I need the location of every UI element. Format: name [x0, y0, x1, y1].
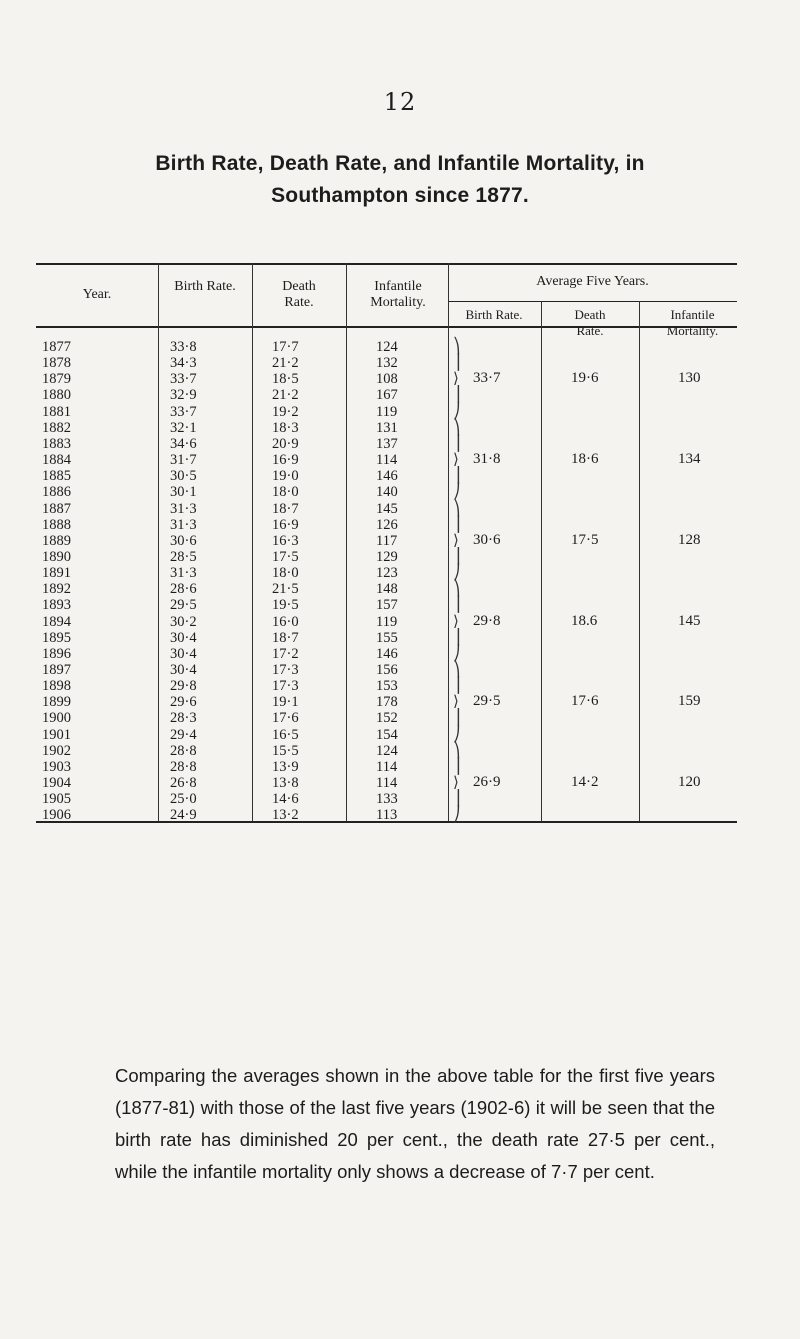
year-cell: 1888: [42, 516, 71, 533]
infantile-mortality-cell: 124: [376, 742, 398, 759]
infantile-mortality-cell: 113: [376, 807, 398, 824]
year-cell: 1904: [42, 775, 71, 792]
birth-rate-cell: 34·3: [170, 355, 197, 372]
avg-death-rate-cell: 18·6: [571, 451, 599, 468]
avg-death-rate-cell: 18.6: [571, 612, 598, 629]
average-group-rule: [448, 301, 737, 302]
infantile-mortality-cell: 140: [376, 484, 398, 501]
group-brace: ⎠: [453, 643, 461, 662]
column-divider: [346, 263, 347, 821]
birth-rate-cell: 25·0: [170, 791, 197, 808]
birth-rate-cell: 30·1: [170, 484, 197, 501]
death-rate-cell: 16·9: [272, 516, 299, 533]
death-rate-cell: 19·5: [272, 597, 299, 614]
group-brace: ⎟: [453, 627, 461, 646]
birth-rate-cell: 26·8: [170, 775, 197, 792]
death-rate-cell: 13·8: [272, 775, 299, 792]
table-top-rule: [36, 263, 737, 265]
header-avg-birth-rate: Birth Rate.: [465, 307, 523, 322]
avg-infantile-mortality-cell: 130: [678, 370, 701, 387]
infantile-mortality-cell: 153: [376, 678, 398, 695]
death-rate-cell: 15·5: [272, 742, 299, 759]
year-cell: 1898: [42, 678, 71, 695]
infantile-mortality-cell: 146: [376, 468, 398, 485]
birth-rate-cell: 28·8: [170, 742, 197, 759]
infantile-mortality-cell: 154: [376, 726, 398, 743]
birth-rate-cell: 29·8: [170, 678, 197, 695]
year-cell: 1905: [42, 791, 71, 808]
group-brace: ⎟: [453, 385, 461, 404]
avg-infantile-mortality-cell: 134: [678, 451, 701, 468]
group-brace: ⎠: [453, 563, 461, 582]
group-brace: ⟩: [453, 773, 459, 792]
page-number: 12: [383, 88, 417, 116]
year-cell: 1877: [42, 339, 71, 355]
death-rate-cell: 17·6: [272, 710, 299, 727]
column-divider: [448, 263, 449, 821]
birth-rate-cell: 29·6: [170, 694, 197, 711]
avg-birth-rate-cell: 26·9: [473, 774, 501, 791]
year-cell: 1902: [42, 742, 71, 759]
avg-infantile-mortality-cell: 159: [678, 693, 701, 710]
death-rate-cell: 16·0: [272, 613, 299, 630]
avg-birth-rate-cell: 33·7: [473, 370, 501, 387]
infantile-mortality-cell: 129: [376, 548, 398, 565]
group-brace: ⎟: [453, 466, 461, 485]
birth-rate-cell: 28·3: [170, 710, 197, 727]
year-cell: 1890: [42, 548, 71, 565]
summary-paragraph: Comparing the averages shown in the above table for the first five years (1877-81) with those of the last five years (1902-6) it will be seen that the birth rate has diminished 20 per cent., the death rate 27·5 per cent., while the infantile mortality only shows a decrease of 7·7 per cent.: [115, 1065, 715, 1182]
header-year: Year.: [82, 287, 112, 302]
birth-rate-cell: 30·4: [170, 629, 197, 646]
infantile-mortality-cell: 119: [376, 613, 398, 630]
infantile-mortality-cell: 156: [376, 662, 398, 678]
infantile-mortality-cell: 114: [376, 775, 398, 792]
group-brace: ⎟: [453, 789, 461, 808]
birth-rate-cell: 29·4: [170, 726, 197, 743]
year-cell: 1897: [42, 662, 71, 678]
year-cell: 1901: [42, 726, 71, 743]
infantile-mortality-cell: 114: [376, 452, 398, 469]
death-rate-cell: 18·7: [272, 629, 299, 646]
column-divider: [541, 301, 542, 821]
group-brace: ⎠: [453, 724, 461, 743]
infantile-mortality-cell: 108: [376, 371, 398, 388]
avg-birth-rate-cell: 30·6: [473, 531, 501, 548]
birth-rate-cell: 28·8: [170, 758, 197, 775]
column-divider: [158, 263, 159, 821]
infantile-mortality-cell: 146: [376, 645, 398, 662]
group-brace: ⎟: [453, 676, 461, 695]
infantile-mortality-cell: 133: [376, 791, 398, 808]
avg-birth-rate-cell: 29·8: [473, 612, 501, 629]
birth-rate-cell: 31·7: [170, 452, 197, 469]
group-brace: ⎞: [453, 660, 461, 678]
birth-rate-cell: 33·7: [170, 371, 197, 388]
year-cell: 1886: [42, 484, 71, 501]
birth-rate-cell: 30·4: [170, 645, 197, 662]
death-rate-cell: 17·2: [272, 645, 299, 662]
year-cell: 1893: [42, 597, 71, 614]
group-brace: ⎟: [453, 756, 461, 775]
death-rate-cell: 18·5: [272, 371, 299, 388]
birth-rate-cell: 24·9: [170, 807, 197, 824]
group-brace: ⎟: [453, 595, 461, 614]
year-cell: 1891: [42, 565, 71, 582]
header-average-five-years: Average Five Years.: [536, 274, 649, 289]
avg-death-rate-cell: 17·5: [571, 531, 599, 548]
infantile-mortality-cell: 148: [376, 581, 398, 598]
death-rate-cell: 16·3: [272, 532, 299, 549]
avg-death-rate-cell: 17·6: [571, 693, 599, 710]
infantile-mortality-cell: 124: [376, 339, 398, 355]
title-line-2: Southampton since 1877.: [271, 184, 529, 207]
death-rate-cell: 17·5: [272, 548, 299, 565]
infantile-mortality-cell: 155: [376, 629, 398, 646]
birth-rate-cell: 28·5: [170, 548, 197, 565]
death-rate-cell: 19·1: [272, 694, 299, 711]
group-brace: ⎞: [453, 498, 461, 517]
death-rate-cell: 18·0: [272, 565, 299, 582]
death-rate-cell: 21·2: [272, 387, 299, 404]
avg-birth-rate-cell: 31·8: [473, 451, 501, 468]
birth-rate-cell: 29·5: [170, 597, 197, 614]
group-brace: ⎠: [453, 482, 461, 501]
death-rate-cell: 14·6: [272, 791, 299, 808]
birth-rate-cell: 30·5: [170, 468, 197, 485]
group-brace: ⎞: [453, 740, 461, 759]
group-brace: ⎠: [453, 401, 461, 420]
group-brace: ⟩: [453, 450, 459, 469]
year-cell: 1906: [42, 807, 71, 824]
avg-infantile-mortality-cell: 145: [678, 612, 701, 629]
group-brace: ⎟: [453, 353, 461, 372]
avg-death-rate-cell: 14·2: [571, 774, 599, 791]
infantile-mortality-cell: 117: [376, 532, 398, 549]
birth-rate-cell: 33·7: [170, 403, 197, 420]
avg-death-rate-cell: 19·6: [571, 370, 599, 387]
death-rate-cell: 18·0: [272, 484, 299, 501]
infantile-mortality-cell: 157: [376, 597, 398, 614]
avg-infantile-mortality-cell: 128: [678, 531, 701, 548]
group-brace: ⎞: [453, 579, 461, 598]
column-divider: [639, 301, 640, 821]
birth-rate-cell: 30·2: [170, 613, 197, 630]
header-bottom-rule: [36, 326, 737, 328]
birth-rate-cell: 32·9: [170, 387, 197, 404]
year-cell: 1883: [42, 435, 71, 452]
death-rate-cell: 17·7: [272, 339, 299, 355]
year-cell: 1882: [42, 419, 71, 436]
year-cell: 1899: [42, 694, 71, 711]
year-cell: 1900: [42, 710, 71, 727]
death-rate-cell: 21·2: [272, 355, 299, 372]
group-brace: ⟩: [453, 530, 459, 549]
birth-rate-cell: 34·6: [170, 435, 197, 452]
year-cell: 1887: [42, 500, 71, 517]
infantile-mortality-cell: 123: [376, 565, 398, 582]
header-avg-death-rate: Death Rate.: [574, 307, 606, 338]
death-rate-cell: 18·7: [272, 500, 299, 517]
death-rate-cell: 18·3: [272, 419, 299, 436]
death-rate-cell: 19·2: [272, 403, 299, 420]
year-cell: 1878: [42, 355, 71, 372]
statistics-table: [36, 263, 737, 823]
avg-birth-rate-cell: 29·5: [473, 693, 501, 710]
group-brace: ⎟: [453, 708, 461, 727]
year-cell: 1879: [42, 371, 71, 388]
death-rate-cell: 13·9: [272, 758, 299, 775]
header-infantile-mortality: Infantile Mortality.: [370, 279, 426, 310]
year-cell: 1896: [42, 645, 71, 662]
group-brace: ⎠: [453, 805, 461, 824]
year-cell: 1894: [42, 613, 71, 630]
year-cell: 1884: [42, 452, 71, 469]
infantile-mortality-cell: 167: [376, 387, 398, 404]
group-brace: ⎟: [453, 514, 461, 533]
birth-rate-cell: 30·6: [170, 532, 197, 549]
infantile-mortality-cell: 178: [376, 694, 398, 711]
death-rate-cell: 17·3: [272, 662, 299, 678]
group-brace: ⟩: [453, 611, 459, 630]
header-avg-infantile-mortality: Infantile Mortality.: [666, 307, 719, 338]
year-cell: 1880: [42, 387, 71, 404]
infantile-mortality-cell: 131: [376, 419, 398, 436]
infantile-mortality-cell: 152: [376, 710, 398, 727]
avg-infantile-mortality-cell: 120: [678, 774, 701, 791]
header-birth-rate: Birth Rate.: [174, 279, 236, 294]
group-brace: ⎞: [453, 337, 461, 355]
group-brace: ⟩: [453, 369, 459, 388]
year-cell: 1885: [42, 468, 71, 485]
group-brace: ⎞: [453, 417, 461, 436]
infantile-mortality-cell: 137: [376, 435, 398, 452]
birth-rate-cell: 32·1: [170, 419, 197, 436]
death-rate-cell: 16·9: [272, 452, 299, 469]
header-death-rate: Death Rate.: [282, 279, 316, 310]
group-brace: ⎟: [453, 546, 461, 565]
year-cell: 1895: [42, 629, 71, 646]
birth-rate-cell: 30·4: [170, 662, 197, 678]
group-brace: ⟩: [453, 692, 459, 711]
death-rate-cell: 20·9: [272, 435, 299, 452]
group-brace: ⎟: [453, 433, 461, 452]
infantile-mortality-cell: 119: [376, 403, 398, 420]
death-rate-cell: 16·5: [272, 726, 299, 743]
birth-rate-cell: 31·3: [170, 500, 197, 517]
birth-rate-cell: 31·3: [170, 565, 197, 582]
infantile-mortality-cell: 132: [376, 355, 398, 372]
year-cell: 1892: [42, 581, 71, 598]
year-cell: 1889: [42, 532, 71, 549]
year-cell: 1903: [42, 758, 71, 775]
infantile-mortality-cell: 114: [376, 758, 398, 775]
death-rate-cell: 17·3: [272, 678, 299, 695]
death-rate-cell: 19·0: [272, 468, 299, 485]
year-cell: 1881: [42, 403, 71, 420]
title-line-1: Birth Rate, Death Rate, and Infantile Mortality, in: [155, 152, 645, 175]
birth-rate-cell: 31·3: [170, 516, 197, 533]
column-divider: [252, 263, 253, 821]
birth-rate-cell: 33·8: [170, 339, 197, 355]
death-rate-cell: 21·5: [272, 581, 299, 598]
death-rate-cell: 13·2: [272, 807, 299, 824]
birth-rate-cell: 28·6: [170, 581, 197, 598]
infantile-mortality-cell: 126: [376, 516, 398, 533]
page-title: [60, 148, 740, 212]
infantile-mortality-cell: 145: [376, 500, 398, 517]
